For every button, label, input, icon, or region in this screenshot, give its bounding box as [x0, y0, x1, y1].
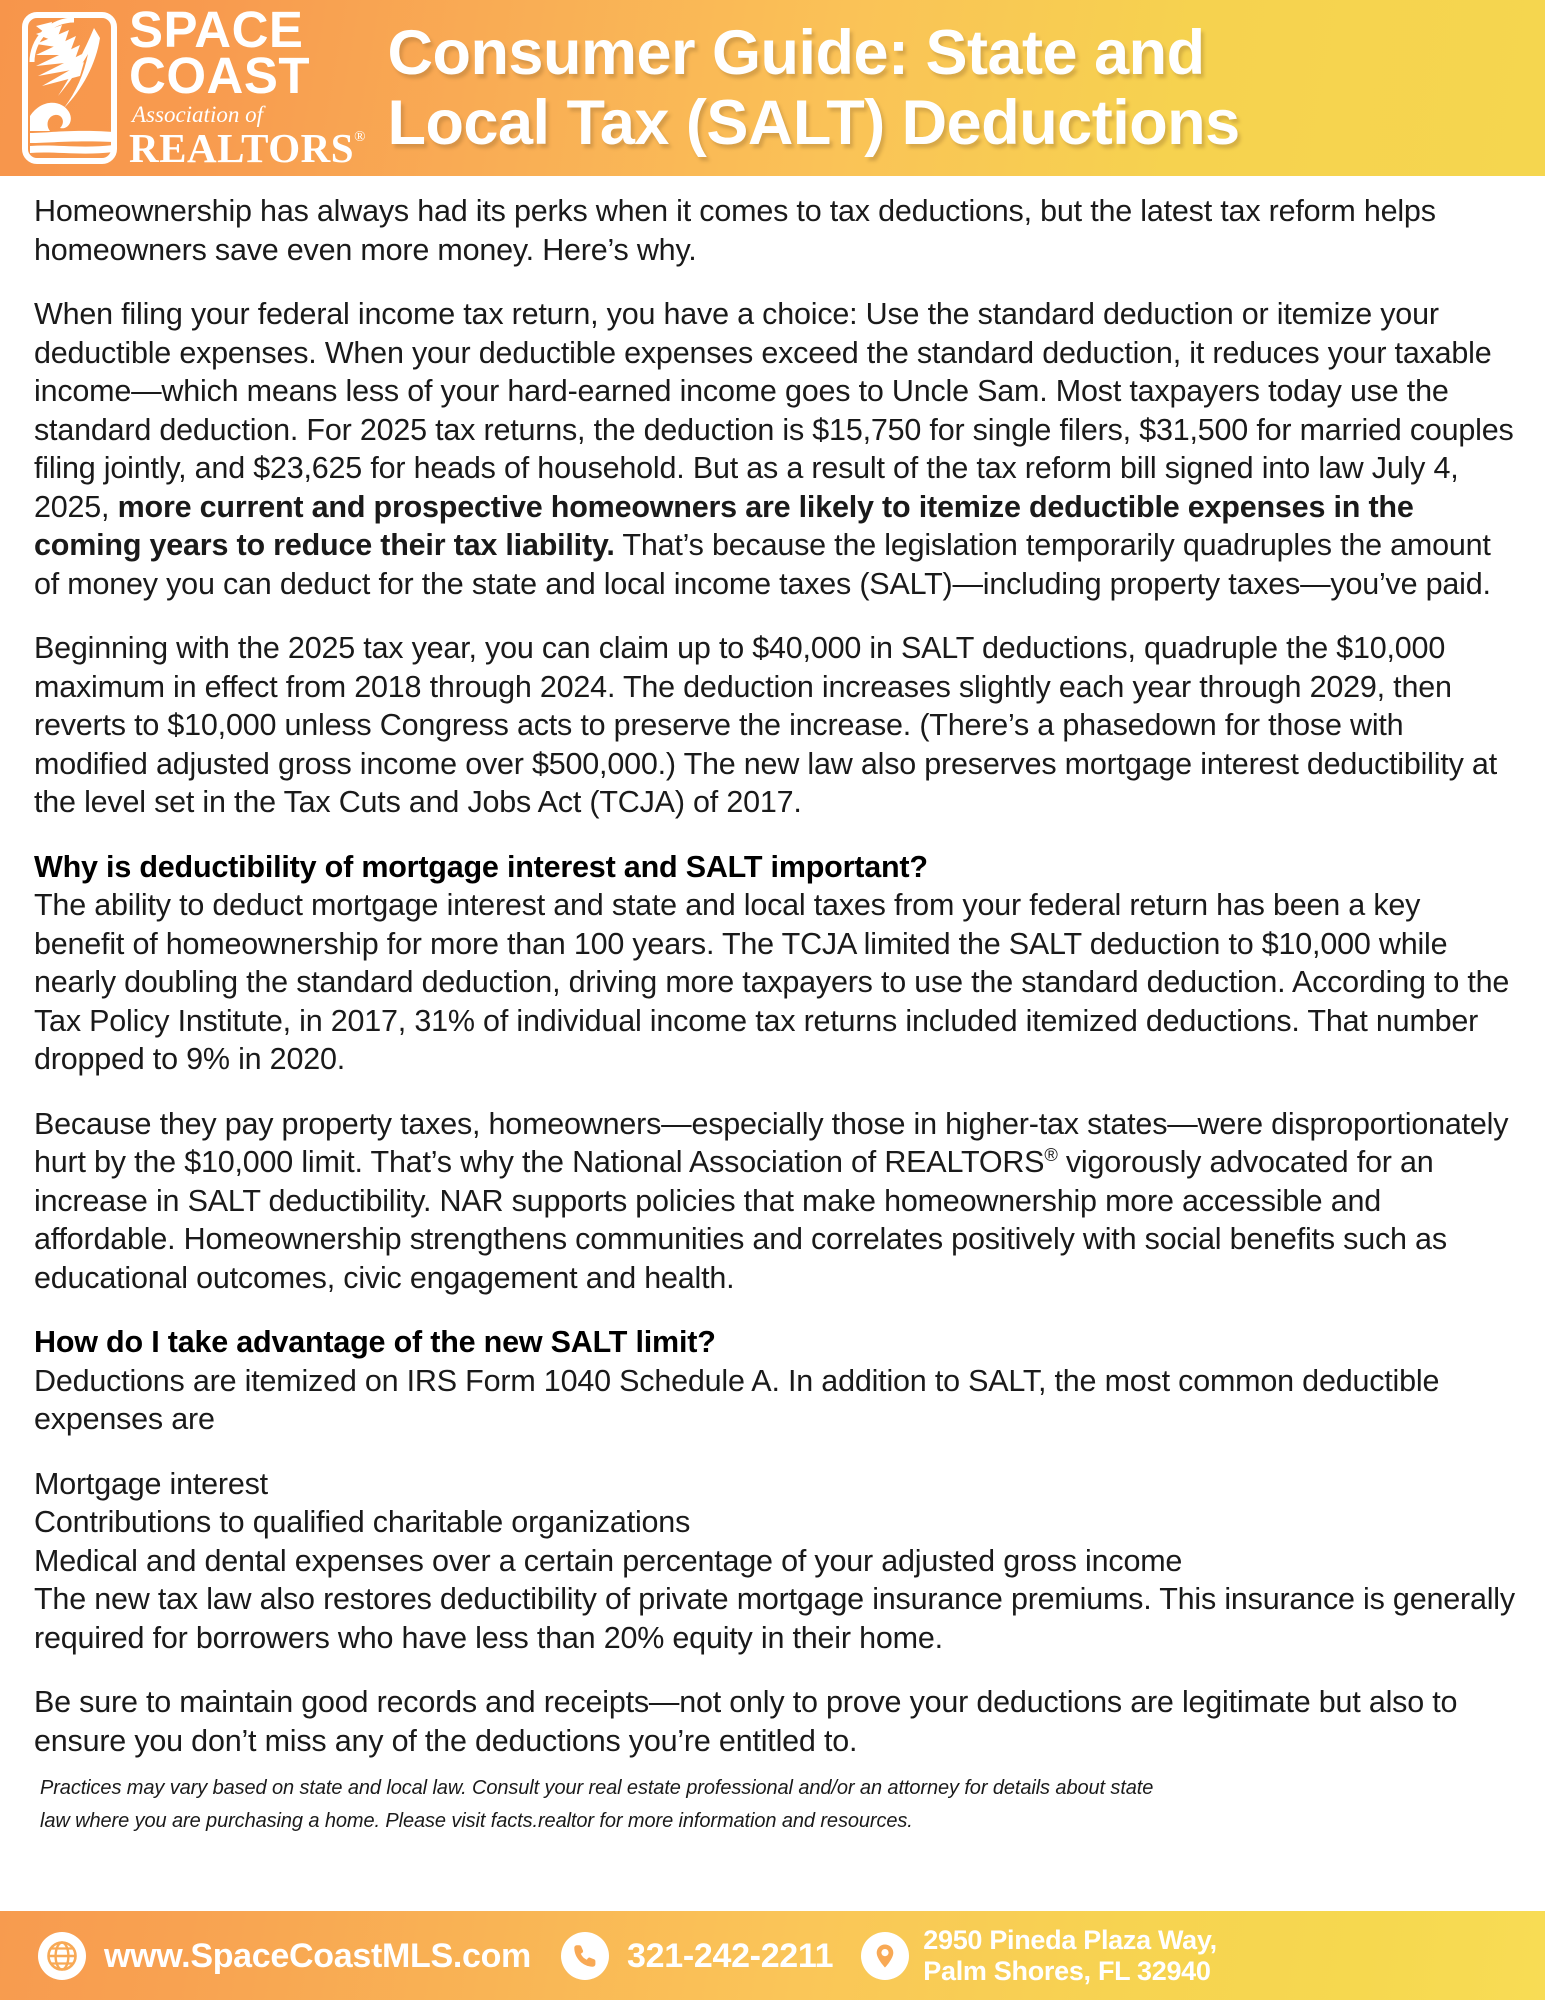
logo-association-text: Association of: [132, 102, 263, 127]
footer-address-line-1: 2950 Pineda Plaza Way,: [923, 1924, 1217, 1955]
paragraph-nar-advocacy-part1: Because they pay property taxes, homeowners—especially those in higher-tax states—were disproportionately hurt by the $10,000 limit. That’s why the National Association of REALTORS: [34, 1106, 1509, 1179]
document-body: [0, 176, 1545, 1838]
section-heading-how-to-take-advantage: How do I take advantage of the new SALT limit?: [34, 1325, 716, 1359]
spacer: [34, 603, 1517, 629]
paragraph-intro: Homeownership has always had its perks when it comes to tax deductions, but the latest tax reform helps homeowners save even more money. Here’s why.: [34, 194, 1436, 267]
globe-icon: [38, 1932, 86, 1980]
list-item: Mortgage interest: [34, 1466, 268, 1501]
page-footer: [0, 1911, 1545, 2000]
paragraph-standard-deduction: [34, 295, 1517, 603]
logo-space-text: SPACE: [129, 1, 304, 58]
section-heading-why-deductibility: Why is deductibility of mortgage interest and SALT important?: [34, 849, 928, 884]
list-item: Contributions to qualified charitable organizations: [34, 1505, 691, 1539]
spacer: [34, 1297, 1517, 1323]
spacer: [34, 1760, 1517, 1772]
footer-address[interactable]: [861, 1925, 1217, 1987]
spacer: [34, 822, 1517, 848]
footer-phone[interactable]: [561, 1932, 833, 1980]
paragraph-standard-deduction-emphasis: more current and prospective homeowners are likely to itemize deductible expenses in the coming years to reduce their tax liability.: [34, 489, 1414, 562]
page-title: [387, 18, 1545, 158]
map-pin-icon: [861, 1932, 909, 1980]
paragraph-standard-deduction-part1: When filing your federal income tax return, you have a choice: Use the standard deduction or itemize your deductible expenses. When your deductible expenses exceed the standard deduction, it reduces your taxable income—which means less of your hard-earned income goes to Uncle Sam. Most taxpayers today use the standard deduction. For 2025 tax returns, the deduction is $15,750 for single filers, $31,500 for married couples filing jointly, and $23,625 for heads of household. But as a result of the tax reform bill signed into law July 4, 2025,: [34, 297, 1514, 524]
logo-coast-text: COAST: [129, 47, 310, 104]
page-title-line-2: Local Tax (SALT) Deductions: [387, 88, 1240, 158]
legal-disclaimer: Practices may vary based on state and local law. Consult your real estate professional and/or an attorney for details about state law where you are purchasing a home. Please visit facts.realtor for more information and resources.: [40, 1777, 1154, 1832]
paragraph-tcja-history: The ability to deduct mortgage interest and state and local taxes from your federal return has been a key benefit of homeownership for more than 100 years. The TCJA limited the SALT deduction to $10,000 while nearly doubling the standard deduction, driving more taxpayers to use the standard deduction. According to the Tax Policy Institute, in 2017, 31% of individual income tax returns included itemized deductions. That number dropped to 9% in 2020.: [34, 888, 1510, 1076]
footer-phone-text[interactable]: 321-242-2211: [627, 1936, 834, 1975]
footer-website-text[interactable]: www.SpaceCoastMLS.com: [104, 1936, 531, 1975]
paragraph-pmi: The new tax law also restores deductibility of private mortgage insurance premiums. This insurance is generally required for borrowers who have less than 20% equity in their home.: [34, 1582, 1515, 1655]
space-coast-realtors-logo: [22, 1, 366, 171]
spacer: [34, 1439, 1517, 1465]
page-title-line-1: Consumer Guide: State and: [387, 18, 1205, 88]
list-item: Medical and dental expenses over a certain percentage of your adjusted gross income: [34, 1543, 1183, 1578]
registered-trademark-icon: ®: [1044, 1143, 1058, 1165]
logo-realtors-text: REALTORS: [129, 125, 355, 171]
paragraph-recordkeeping: Be sure to maintain good records and receipts—not only to prove your deductions are legitimate but also to ensure you don’t miss any of the deductions you’re entitled to.: [34, 1685, 1458, 1758]
spacer: [34, 1657, 1517, 1683]
page-header: [0, 0, 1545, 176]
paragraph-nar-advocacy-part2: vigorously advocated for an increase in SALT deductibility. NAR supports policies that make homeownership more accessible and affordable. Homeownership strengthens communities and correlates positively with social benefits such as educational outcomes, civic engagement and health.: [34, 1145, 1447, 1295]
registered-trademark-icon: ®: [354, 129, 366, 145]
logo-wordmark: [129, 1, 366, 171]
paragraph-standard-deduction-part2: That’s because the legislation temporarily quadruples the amount of money you can deduct for the state and local income taxes (SALT)—including property taxes—you’ve paid.: [34, 528, 1491, 601]
spacer: [34, 1079, 1517, 1105]
footer-address-line-2: Palm Shores, FL 32940: [923, 1955, 1211, 1986]
paragraph-nar-advocacy: [34, 1105, 1517, 1298]
footer-website[interactable]: [38, 1932, 531, 1980]
paragraph-salt-limits: Beginning with the 2025 tax year, you can claim up to $40,000 in SALT deductions, quadruple the $10,000 maximum in effect from 2018 through 2024. The deduction increases slightly each year through 2029, then reverts to $10,000 unless Congress acts to preserve the increase. (There’s a phasedown for those with modified adjusted gross income over $500,000.) The new law also preserves mortgage interest deductibility at the level set in the Tax Cuts and Jobs Act (TCJA) of 2017.: [34, 631, 1497, 819]
phone-icon: [561, 1932, 609, 1980]
space-coast-sun-wave-logo-icon: [22, 12, 117, 164]
spacer: [34, 269, 1517, 295]
paragraph-itemizing: Deductions are itemized on IRS Form 1040 Schedule A. In addition to SALT, the most common deductible expenses are: [34, 1363, 1440, 1436]
footer-address-text[interactable]: [923, 1925, 1217, 1987]
